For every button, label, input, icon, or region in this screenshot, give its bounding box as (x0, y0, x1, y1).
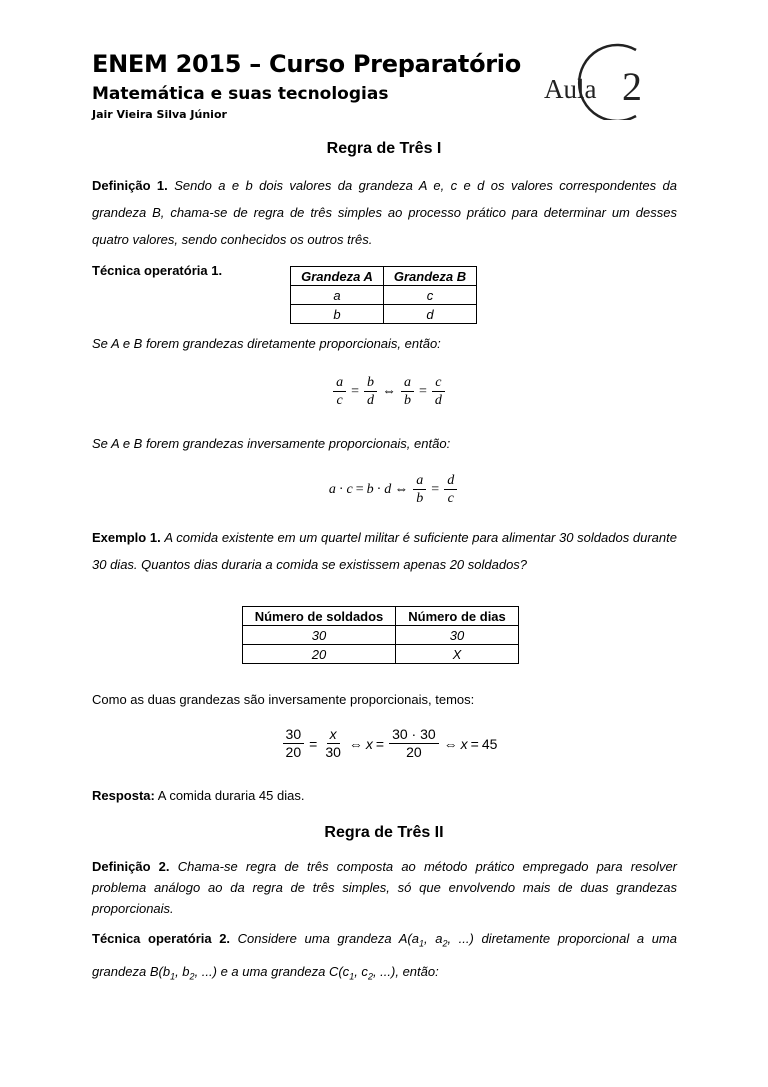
direct-proportion-formula: $\frac{a}{c}$ = $\frac{b}{d}$ ⇔ $\frac{a}{b}$ = $\frac{c}{d}$ (0, 374, 768, 409)
table-cell: 30 (396, 626, 519, 645)
definition-2-label: Definição 2. (92, 859, 170, 874)
table-cell: X (396, 645, 519, 664)
table-row (291, 286, 477, 305)
example-1 (92, 524, 677, 578)
table-row (291, 305, 477, 324)
technique-2-text: Considere uma grandeza $A(a_1$, $a_2$, ...) diretamente proporcional a uma grandeza $B(b_1$, $b_2$, ...) e a uma grandeza $C(c_1$, $c_2$, ...), então: (92, 931, 677, 982)
document-author: Jair Vieira Silva Júnior (92, 108, 227, 121)
example-1-label: Exemplo 1. (92, 530, 161, 545)
inverse-proportion-text: Se A e B forem grandezas inversamente proporcionais, então: (92, 436, 451, 451)
definition-1-text: Sendo a e b dois valores da grandeza A e, c e d os valores correspondentes da grandeza B, chama-se de regra de três simples ao processo prático para determinar um desses quatro valores, sendo conhecidos os outros três. (92, 178, 677, 247)
answer-label: Resposta: (92, 788, 155, 803)
table-cell: b (291, 305, 384, 324)
example-table (242, 606, 519, 664)
table-header: Grandeza B (384, 267, 477, 286)
document-subtitle: Matemática e suas tecnologias (92, 84, 389, 104)
since-text: Como as duas grandezas são inversamente proporcionais, temos: (92, 692, 475, 707)
table-header: Grandeza A (291, 267, 384, 286)
table-cell: c (384, 286, 477, 305)
example-solution-formula: $\frac{30}{20}$ = $\frac{x}{30}$ ⇔ x = $\frac{30 \cdot 30}{20}$ ⇔ x = 45 (0, 726, 768, 761)
table-cell: d (384, 305, 477, 324)
direct-proportion-text: Se A e B forem grandezas diretamente proporcionais, então: (92, 336, 441, 351)
document-title: ENEM 2015 – Curso Preparatório (92, 50, 521, 78)
table-row (243, 626, 519, 645)
definition-1 (92, 172, 677, 253)
inverse-proportion-formula: a · c = b · d ⇔ $\frac{a}{b}$ = $\frac{d}{c}$ (0, 472, 768, 507)
technique-1-table (290, 266, 477, 324)
table-cell: 30 (243, 626, 396, 645)
table-cell: a (291, 286, 384, 305)
table-row (243, 645, 519, 664)
definition-2-text: Chama-se regra de três composta ao método prático empregado para resolver problema análogo ao da regra de três simples, só que envolvendo mais de duas grandezas proporcionais. (92, 859, 677, 916)
logo-text: Aula (544, 74, 597, 104)
table-header: Número de soldados (243, 607, 396, 626)
technique-2-label: Técnica operatória 2. (92, 931, 231, 946)
answer (92, 788, 304, 803)
aula-logo (540, 40, 680, 120)
answer-text: A comida duraria 45 dias. (157, 788, 305, 803)
table-cell: 20 (243, 645, 396, 664)
technique-1-label: Técnica operatória 1. (92, 263, 223, 278)
definition-2 (92, 856, 677, 919)
example-1-text: A comida existente em um quartel militar é suficiente para alimentar 30 soldados durante 30 dias. Quantos dias duraria a comida se existissem apenas 20 soldados? (92, 530, 677, 572)
table-header: Número de dias (396, 607, 519, 626)
section-title-2: Regra de Três II (324, 824, 444, 841)
technique-2 (92, 925, 677, 990)
section-title-1: Regra de Três I (326, 140, 442, 157)
definition-1-label: Definição 1. (92, 178, 168, 193)
logo-number: 2 (622, 64, 642, 109)
